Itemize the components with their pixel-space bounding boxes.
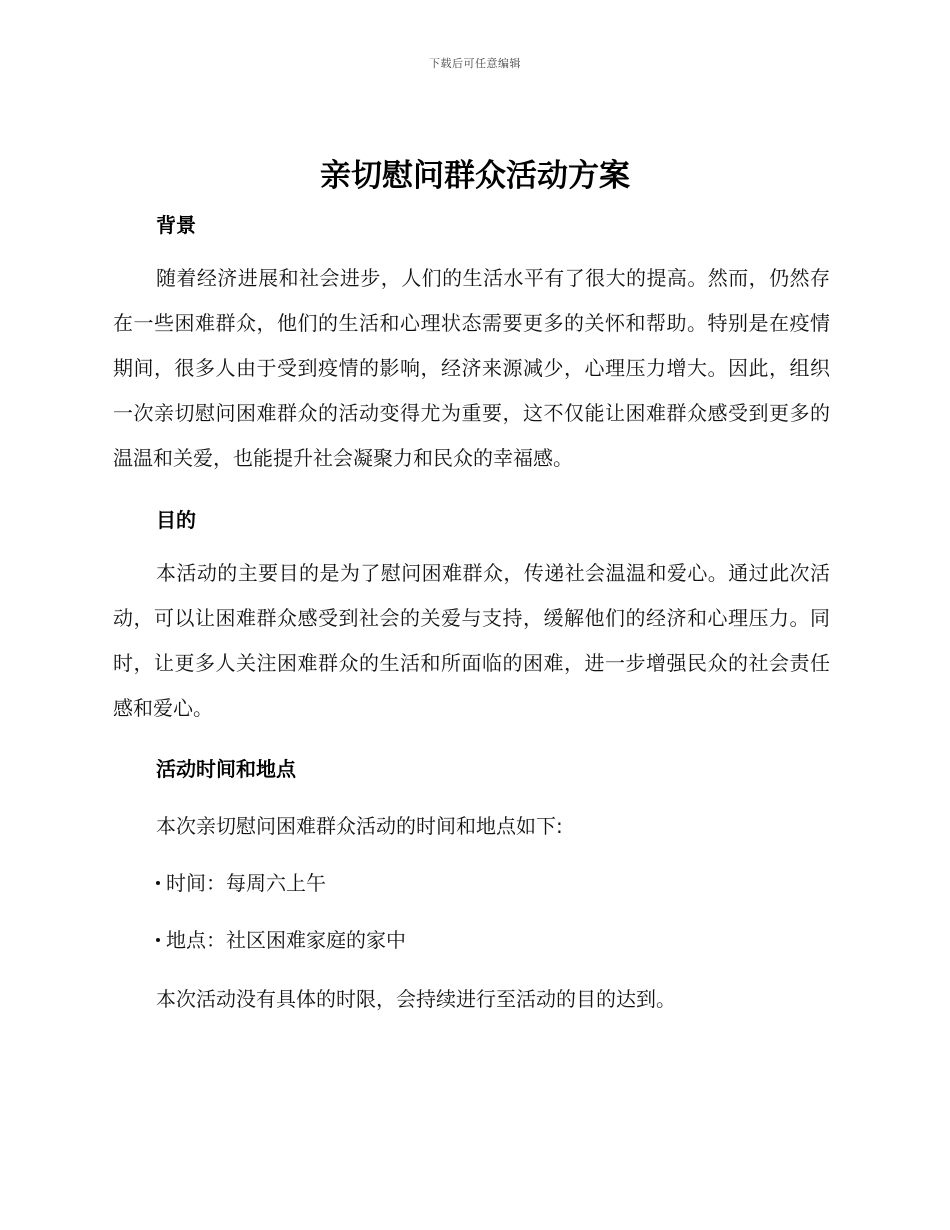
- bullet-icon: [156, 938, 160, 942]
- background-paragraph: 随着经济进展和社会进步，人们的生活水平有了很大的提高。然而，仍然存在一些困难群众，他们的生活和心理状态需要更多的关怀和帮助。特别是在疫情期间，很多人由于受到疫情的影响，经济来源减少，心理压力增大。因此，组织一次亲切慰问困难群众的活动变得尤为重要，这不仅能让困难群众感受到更多的温温和关爱，也能提升社会凝聚力和民众的幸福感。: [113, 266, 830, 470]
- time-location-intro: 本次亲切慰问困难群众活动的时间和地点如下:: [156, 814, 563, 838]
- bullet-icon: [156, 881, 160, 885]
- header-note: 下载后可任意编辑: [429, 57, 521, 70]
- document-title: 亲切慰问群众活动方案: [320, 158, 630, 194]
- time-location-outro: 本次活动没有具体的时限，会持续进行至活动的目的达到。: [156, 987, 676, 1011]
- list-item-time: [156, 867, 326, 896]
- section-heading-time-location: 活动时间和地点: [156, 757, 296, 781]
- list-item-location: [156, 924, 406, 953]
- list-item-location-text: 地点：社区困难家庭的家中: [166, 928, 406, 952]
- list-item-time-text: 时间：每周六上午: [166, 871, 326, 895]
- section-heading-background: 背景: [156, 213, 196, 237]
- purpose-paragraph: 本活动的主要目的是为了慰问困难群众，传递社会温温和爱心。通过此次活动，可以让困难群众感受到社会的关爱与支持，缓解他们的经济和心理压力。同时，让更多人关注困难群众的生活和所面临的困难，进一步增强民众的社会责任感和爱心。: [113, 561, 830, 720]
- section-heading-purpose: 目的: [156, 508, 196, 532]
